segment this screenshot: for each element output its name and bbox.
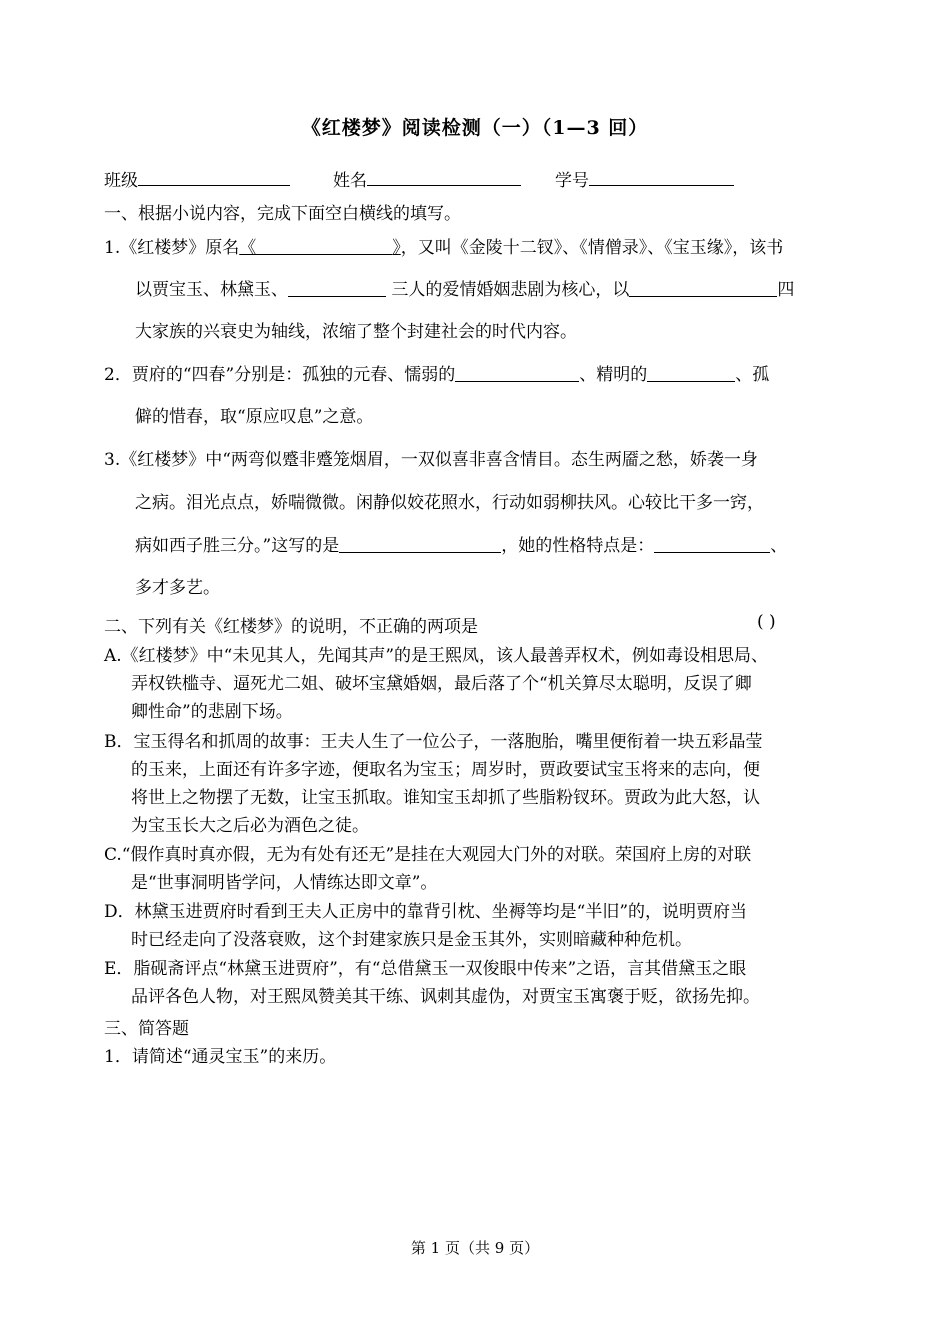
q3-text: 、 [770, 536, 788, 556]
q2-text: 、精明的 [579, 365, 648, 385]
id-blank[interactable] [589, 168, 734, 186]
q1-blank-third-person[interactable] [288, 280, 386, 297]
class-label: 班级 [104, 171, 138, 191]
q2-blank-weak[interactable] [455, 365, 579, 382]
q3-line4: 多才多艺。 [135, 578, 220, 598]
q2-text: 2．贾府的“四春”分别是：孤独的元春、懦弱的 [104, 365, 456, 385]
option-d-line1: D．林黛玉进贾府时看到王夫人正房中的靠背引枕、坐褥等均是“半旧”的，说明贾府当 [104, 902, 748, 922]
q1-text: ，又叫《金陵十二钗》、《情僧录》、《宝玉缘》，该书 [400, 238, 784, 258]
q1-bracket-open: 《 [239, 238, 257, 258]
class-blank[interactable] [138, 168, 290, 186]
q1-text: 1.《红楼梦》原名 [104, 238, 240, 258]
option-b-line1: B．宝玉得名和抓周的故事：王夫人生了一位公子，一落胞胎，嘴里便衔着一块五彩晶莹 [104, 732, 763, 752]
q3-line1: 3.《红楼梦》中“两弯似蹙非蹙笼烟眉，一双似喜非喜含情目。态生两靥之愁，娇袭一身 [104, 450, 758, 470]
option-b-line3: 将世上之物摆了无数，让宝玉抓取。谁知宝玉却抓了些脂粉钗环。贾政为此大怒，认 [131, 788, 760, 808]
section1-heading: 一、根据小说内容，完成下面空白横线的填写。 [104, 204, 461, 224]
q3-blank-trait[interactable] [654, 536, 770, 553]
section2-heading: 二、下列有关《红楼梦》的说明，不正确的两项是 [104, 617, 478, 637]
option-a-line3: 卿性命”的悲剧下场。 [131, 702, 293, 722]
option-e-line2: 品评各色人物，对王熙凤赞美其干练、讽刺其虚伪，对贾宝玉寓褒于贬，欲扬先抑。 [131, 987, 760, 1007]
q3-line2: 之病。泪光点点，娇喘微微。闲静似姣花照水，行动如弱柳扶风。心较比干多一窍， [135, 493, 764, 513]
q2-blank-smart[interactable] [647, 365, 735, 382]
section3-q1: 1．请简述“通灵宝玉”的来历。 [104, 1047, 337, 1067]
q1-blank-four-families[interactable] [629, 280, 777, 297]
q1-line2 [135, 275, 794, 300]
page-title: 《红楼梦》阅读检测（一）（1—3 回） [301, 117, 649, 139]
id-field [555, 166, 734, 191]
q1-line1 [104, 233, 783, 258]
option-a-line2: 弄权铁槛寺、逼死尤二姐、破坏宝黛婚姻，最后落了个“机关算尽太聪明，反误了卿 [131, 674, 752, 694]
name-label: 姓名 [333, 171, 367, 191]
q2-text: 、孤 [735, 365, 770, 385]
name-field [333, 166, 521, 191]
option-b-line2: 的玉来，上面还有许多字迹，便取名为宝玉；周岁时，贾政要试宝玉将来的志向，便 [131, 760, 760, 780]
option-a-line1: A.《红楼梦》中“未见其人，先闻其声”的是王熙凤，该人最善弄权术，例如毒设相思局、 [104, 646, 769, 666]
option-c-line2: 是“世事洞明皆学问，人情练达即文章”。 [131, 873, 438, 893]
q3-text: 病如西子胜三分。”这写的是 [135, 536, 340, 556]
option-b-line4: 为宝玉长大之后必为酒色之徒。 [131, 816, 369, 836]
q2-line1 [104, 360, 769, 385]
q1-text: 四 [777, 280, 795, 300]
q1-text: 以贾宝玉、林黛玉、 [135, 280, 288, 300]
q1-line3: 大家族的兴衰史为轴线，浓缩了整个封建社会的时代内容。 [135, 322, 577, 342]
q3-line3 [135, 531, 787, 556]
option-c-line1: C.“假作真时真亦假，无为有处有还无”是挂在大观园大门外的对联。荣国府上房的对联 [104, 845, 752, 865]
q1-bracket-close: 》 [392, 238, 401, 258]
page-footer: 第 1 页（共 9 页） [410, 1239, 540, 1257]
section3-heading: 三、简答题 [104, 1019, 189, 1039]
q3-text: ，她的性格特点是： [501, 536, 655, 556]
q3-blank-who[interactable] [339, 536, 501, 553]
id-label: 学号 [555, 171, 589, 191]
option-e-line1: E．脂砚斋评点“林黛玉进贾府”，有“总借黛玉一双俊眼中传来”之语，言其借黛玉之眼 [104, 959, 747, 979]
q2-line2: 僻的惜春，取“原应叹息”之意。 [135, 407, 374, 427]
q1-blank-original-name[interactable] [256, 238, 392, 255]
q1-text: 三人的爱情婚姻悲剧为核心，以 [386, 280, 630, 300]
answer-paren[interactable]: ( ) [757, 612, 776, 632]
name-blank[interactable] [367, 168, 521, 186]
class-field [104, 166, 290, 191]
option-d-line2: 时已经走向了没落衰败，这个封建家族只是金玉其外，实则暗藏种种危机。 [131, 930, 692, 950]
